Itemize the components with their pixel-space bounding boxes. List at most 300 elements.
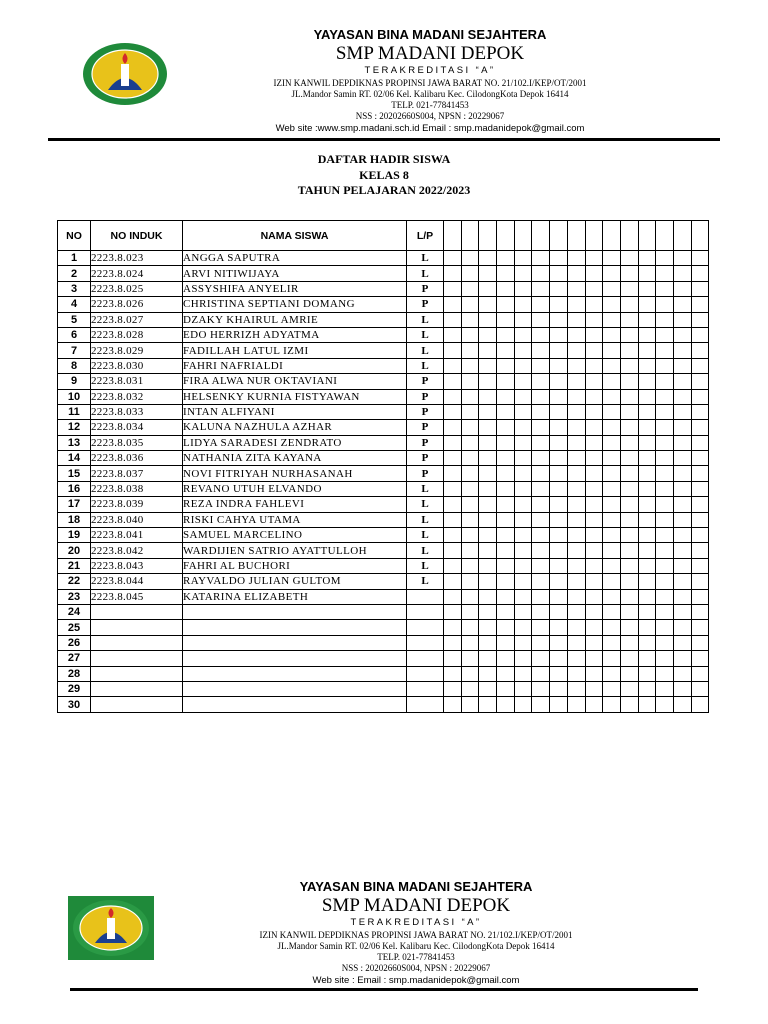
attendance-cell xyxy=(479,697,497,712)
attendance-cell xyxy=(461,404,479,419)
student-name: ASSYSHIFA ANYELIR xyxy=(183,281,407,296)
student-id: 2223.8.033 xyxy=(91,404,183,419)
attendance-cell xyxy=(567,651,585,666)
attendance-cell xyxy=(673,327,691,342)
attendance-cell xyxy=(638,404,656,419)
attendance-cell xyxy=(585,343,603,358)
attendance-cell xyxy=(656,497,674,512)
attendance-cell xyxy=(691,512,709,527)
attendance-cell xyxy=(620,620,638,635)
attendance-cell xyxy=(479,358,497,373)
attendance-cell xyxy=(620,297,638,312)
student-name xyxy=(183,681,407,696)
attendance-cell xyxy=(603,327,621,342)
attendance-cell xyxy=(444,451,462,466)
student-gender: P xyxy=(407,420,444,435)
attendance-cell xyxy=(567,481,585,496)
attendance-cell xyxy=(673,389,691,404)
attendance-cell xyxy=(550,466,568,481)
table-row xyxy=(58,297,709,312)
attendance-cell xyxy=(444,435,462,450)
attendance-cell xyxy=(567,574,585,589)
table-row xyxy=(58,574,709,589)
attendance-cell xyxy=(585,497,603,512)
attendance-cell xyxy=(673,589,691,604)
attendance-cell xyxy=(532,466,550,481)
attendance-cell xyxy=(532,358,550,373)
attendance-cell xyxy=(444,620,462,635)
attendance-cell xyxy=(514,389,532,404)
attendance-cell xyxy=(691,312,709,327)
attendance-cell xyxy=(620,358,638,373)
student-name: NOVI FITRIYAH NURHASANAH xyxy=(183,466,407,481)
attendance-cell xyxy=(603,620,621,635)
student-id xyxy=(91,620,183,635)
attendance-cell xyxy=(532,404,550,419)
attendance-cell xyxy=(691,297,709,312)
attendance-cell xyxy=(444,574,462,589)
student-id xyxy=(91,681,183,696)
table-row xyxy=(58,404,709,419)
attendance-cell xyxy=(444,343,462,358)
student-name: ANGGA SAPUTRA xyxy=(183,251,407,266)
student-gender: L xyxy=(407,251,444,266)
attendance-cell xyxy=(673,420,691,435)
table-row xyxy=(58,312,709,327)
student-name xyxy=(183,651,407,666)
student-name xyxy=(183,635,407,650)
row-number: 13 xyxy=(58,435,91,450)
header-nama: NAMA SISWA xyxy=(183,221,407,251)
attendance-cell xyxy=(638,574,656,589)
attendance-cell xyxy=(603,389,621,404)
header-lp: L/P xyxy=(407,221,444,251)
attendance-cell xyxy=(444,466,462,481)
attendance-cell xyxy=(656,281,674,296)
attendance-cell xyxy=(567,435,585,450)
student-id: 2223.8.037 xyxy=(91,466,183,481)
attendance-cell xyxy=(585,358,603,373)
attendance-cell xyxy=(497,681,515,696)
attendance-cell xyxy=(638,435,656,450)
attendance-cell xyxy=(620,327,638,342)
attendance-cell xyxy=(461,297,479,312)
attendance-cell xyxy=(497,635,515,650)
attendance-cell xyxy=(691,389,709,404)
attendance-cell xyxy=(479,481,497,496)
phone-line: TELP. 021-77841453 xyxy=(391,100,469,110)
table-row xyxy=(58,251,709,266)
student-id: 2223.8.035 xyxy=(91,435,183,450)
attendance-cell xyxy=(461,589,479,604)
attendance-cell xyxy=(620,681,638,696)
student-name xyxy=(183,697,407,712)
attendance-cell xyxy=(638,358,656,373)
attendance-cell xyxy=(620,697,638,712)
table-row xyxy=(58,528,709,543)
student-id: 2223.8.034 xyxy=(91,420,183,435)
attendance-cell xyxy=(461,343,479,358)
student-gender: P xyxy=(407,389,444,404)
attendance-cell xyxy=(461,389,479,404)
attendance-cell xyxy=(550,343,568,358)
attendance-cell xyxy=(567,251,585,266)
student-gender: P xyxy=(407,466,444,481)
table-row xyxy=(58,512,709,527)
attendance-cell xyxy=(550,558,568,573)
attendance-cell xyxy=(567,266,585,281)
permit-line: IZIN KANWIL DEPDIKNAS PROPINSI JAWA BARAT NO. 21/102.I/KEP/OT/2001 xyxy=(273,78,587,88)
student-name: SAMUEL MARCELINO xyxy=(183,528,407,543)
attendance-cell xyxy=(620,404,638,419)
student-id: 2223.8.023 xyxy=(91,251,183,266)
attendance-cell xyxy=(497,251,515,266)
attendance-cell xyxy=(638,697,656,712)
student-gender xyxy=(407,681,444,696)
table-row xyxy=(58,358,709,373)
student-name: INTAN ALFIYANI xyxy=(183,404,407,419)
student-gender: L xyxy=(407,266,444,281)
attendance-cell xyxy=(620,389,638,404)
student-name: FAHRI AL BUCHORI xyxy=(183,558,407,573)
header-attendance-day xyxy=(638,221,656,251)
attendance-cell xyxy=(603,312,621,327)
row-number: 26 xyxy=(58,635,91,650)
attendance-cell xyxy=(656,681,674,696)
attendance-cell xyxy=(532,528,550,543)
student-name: REZA INDRA FAHLEVI xyxy=(183,497,407,512)
student-name: FADILLAH LATUL IZMI xyxy=(183,343,407,358)
school-logo xyxy=(82,42,168,106)
header-attendance-day xyxy=(444,221,462,251)
attendance-cell xyxy=(638,635,656,650)
attendance-cell xyxy=(514,651,532,666)
attendance-cell xyxy=(514,312,532,327)
attendance-cell xyxy=(585,466,603,481)
attendance-cell xyxy=(461,620,479,635)
attendance-cell xyxy=(656,451,674,466)
attendance-cell xyxy=(444,697,462,712)
row-number: 30 xyxy=(58,697,91,712)
student-name: HELSENKY KURNIA FISTYAWAN xyxy=(183,389,407,404)
attendance-cell xyxy=(550,635,568,650)
attendance-cell xyxy=(691,451,709,466)
attendance-cell xyxy=(585,604,603,619)
attendance-cell xyxy=(479,528,497,543)
school-name-bottom: SMP MADANI DEPOK xyxy=(321,895,511,916)
attendance-cell xyxy=(444,512,462,527)
student-id xyxy=(91,697,183,712)
attendance-cell xyxy=(444,666,462,681)
student-gender: L xyxy=(407,481,444,496)
student-name: FAHRI NAFRIALDI xyxy=(183,358,407,373)
attendance-cell xyxy=(673,635,691,650)
attendance-cell xyxy=(479,281,497,296)
attendance-cell xyxy=(444,297,462,312)
row-number: 3 xyxy=(58,281,91,296)
attendance-cell xyxy=(620,528,638,543)
attendance-cell xyxy=(532,635,550,650)
table-row xyxy=(58,604,709,619)
attendance-cell xyxy=(691,528,709,543)
table-row xyxy=(58,589,709,604)
attendance-cell xyxy=(656,620,674,635)
attendance-cell xyxy=(603,297,621,312)
student-id: 2223.8.038 xyxy=(91,481,183,496)
attendance-cell xyxy=(514,420,532,435)
attendance-cell xyxy=(603,666,621,681)
student-gender: L xyxy=(407,497,444,512)
attendance-cell xyxy=(638,466,656,481)
attendance-cell xyxy=(479,512,497,527)
attendance-cell xyxy=(550,404,568,419)
attendance-cell xyxy=(691,281,709,296)
attendance-cell xyxy=(603,466,621,481)
student-gender: L xyxy=(407,358,444,373)
attendance-cell xyxy=(638,420,656,435)
attendance-cell xyxy=(673,697,691,712)
attendance-cell xyxy=(620,666,638,681)
attendance-cell xyxy=(550,374,568,389)
attendance-cell xyxy=(691,327,709,342)
header-attendance-day xyxy=(567,221,585,251)
attendance-cell xyxy=(603,574,621,589)
attendance-cell xyxy=(567,420,585,435)
attendance-cell xyxy=(479,604,497,619)
attendance-cell xyxy=(444,266,462,281)
attendance-cell xyxy=(479,312,497,327)
attendance-cell xyxy=(585,589,603,604)
attendance-cell xyxy=(656,574,674,589)
attendance-cell xyxy=(514,358,532,373)
table-row xyxy=(58,635,709,650)
attendance-cell xyxy=(656,466,674,481)
student-id: 2223.8.024 xyxy=(91,266,183,281)
attendance-table xyxy=(57,220,709,713)
attendance-cell xyxy=(550,512,568,527)
attendance-cell xyxy=(691,374,709,389)
attendance-cell xyxy=(532,451,550,466)
attendance-cell xyxy=(585,543,603,558)
attendance-cell xyxy=(638,343,656,358)
attendance-cell xyxy=(461,574,479,589)
attendance-cell xyxy=(497,404,515,419)
attendance-cell xyxy=(567,558,585,573)
attendance-cell xyxy=(585,651,603,666)
attendance-cell xyxy=(514,681,532,696)
student-name: ARVI NITIWIJAYA xyxy=(183,266,407,281)
attendance-cell xyxy=(461,543,479,558)
student-id: 2223.8.040 xyxy=(91,512,183,527)
attendance-cell xyxy=(603,435,621,450)
student-gender: L xyxy=(407,528,444,543)
student-id: 2223.8.028 xyxy=(91,327,183,342)
attendance-cell xyxy=(656,374,674,389)
attendance-cell xyxy=(497,666,515,681)
attendance-cell xyxy=(691,466,709,481)
table-row xyxy=(58,266,709,281)
row-number: 15 xyxy=(58,466,91,481)
attendance-cell xyxy=(444,543,462,558)
attendance-cell xyxy=(673,251,691,266)
attendance-cell xyxy=(444,651,462,666)
attendance-cell xyxy=(585,697,603,712)
attendance-cell xyxy=(497,697,515,712)
attendance-cell xyxy=(656,389,674,404)
row-number: 22 xyxy=(58,574,91,589)
attendance-cell xyxy=(603,528,621,543)
attendance-cell xyxy=(673,604,691,619)
attendance-cell xyxy=(444,312,462,327)
student-gender: P xyxy=(407,297,444,312)
attendance-cell xyxy=(585,681,603,696)
attendance-cell xyxy=(673,343,691,358)
attendance-cell xyxy=(479,251,497,266)
attendance-cell xyxy=(656,266,674,281)
attendance-cell xyxy=(603,543,621,558)
attendance-cell xyxy=(656,651,674,666)
student-id: 2223.8.027 xyxy=(91,312,183,327)
attendance-cell xyxy=(479,681,497,696)
student-id: 2223.8.042 xyxy=(91,543,183,558)
attendance-cell xyxy=(514,558,532,573)
attendance-cell xyxy=(497,343,515,358)
student-name: REVANO UTUH ELVANDO xyxy=(183,481,407,496)
attendance-cell xyxy=(567,681,585,696)
attendance-cell xyxy=(673,512,691,527)
student-gender xyxy=(407,604,444,619)
attendance-cell xyxy=(532,389,550,404)
attendance-cell xyxy=(656,589,674,604)
attendance-cell xyxy=(567,604,585,619)
attendance-cell xyxy=(638,681,656,696)
attendance-cell xyxy=(461,651,479,666)
attendance-cell xyxy=(550,281,568,296)
attendance-cell xyxy=(532,697,550,712)
attendance-cell xyxy=(479,327,497,342)
attendance-cell xyxy=(532,297,550,312)
student-gender: P xyxy=(407,404,444,419)
row-number: 17 xyxy=(58,497,91,512)
attendance-cell xyxy=(603,497,621,512)
attendance-cell xyxy=(461,374,479,389)
attendance-cell xyxy=(673,404,691,419)
attendance-cell xyxy=(514,343,532,358)
attendance-cell xyxy=(673,574,691,589)
attendance-cell xyxy=(532,651,550,666)
attendance-cell xyxy=(514,620,532,635)
attendance-cell xyxy=(656,512,674,527)
student-gender: L xyxy=(407,543,444,558)
row-number: 25 xyxy=(58,620,91,635)
attendance-cell xyxy=(603,481,621,496)
attendance-cell xyxy=(691,435,709,450)
attendance-cell xyxy=(567,512,585,527)
attendance-cell xyxy=(638,251,656,266)
header-attendance-day xyxy=(479,221,497,251)
attendance-cell xyxy=(585,297,603,312)
student-gender: L xyxy=(407,512,444,527)
student-id: 2223.8.025 xyxy=(91,281,183,296)
attendance-cell xyxy=(444,251,462,266)
student-name: RAYVALDO JULIAN GULTOM xyxy=(183,574,407,589)
attendance-cell xyxy=(691,589,709,604)
attendance-cell xyxy=(479,651,497,666)
attendance-cell xyxy=(585,327,603,342)
header-attendance-day xyxy=(585,221,603,251)
attendance-cell xyxy=(673,374,691,389)
attendance-cell xyxy=(673,451,691,466)
student-id xyxy=(91,635,183,650)
student-id: 2223.8.029 xyxy=(91,343,183,358)
title-line-1: DAFTAR HADIR SISWA xyxy=(317,152,451,166)
attendance-cell xyxy=(673,620,691,635)
attendance-cell xyxy=(532,620,550,635)
attendance-cell xyxy=(461,604,479,619)
attendance-cell xyxy=(620,497,638,512)
attendance-cell xyxy=(603,420,621,435)
attendance-cell xyxy=(691,497,709,512)
student-id: 2223.8.043 xyxy=(91,558,183,573)
header-attendance-day xyxy=(497,221,515,251)
row-number: 4 xyxy=(58,297,91,312)
attendance-cell xyxy=(585,420,603,435)
attendance-cell xyxy=(514,697,532,712)
attendance-cell xyxy=(567,466,585,481)
attendance-cell xyxy=(691,420,709,435)
attendance-cell xyxy=(673,358,691,373)
student-id: 2223.8.039 xyxy=(91,497,183,512)
student-name: FIRA ALWA NUR OKTAVIANI xyxy=(183,374,407,389)
row-number: 27 xyxy=(58,651,91,666)
attendance-cell xyxy=(497,651,515,666)
attendance-cell xyxy=(514,435,532,450)
student-id: 2223.8.030 xyxy=(91,358,183,373)
attendance-cell xyxy=(638,281,656,296)
attendance-cell xyxy=(620,312,638,327)
student-gender xyxy=(407,651,444,666)
attendance-cell xyxy=(550,266,568,281)
attendance-cell xyxy=(532,681,550,696)
attendance-cell xyxy=(638,666,656,681)
attendance-cell xyxy=(585,435,603,450)
attendance-cell xyxy=(691,266,709,281)
row-number: 14 xyxy=(58,451,91,466)
attendance-cell xyxy=(461,528,479,543)
attendance-cell xyxy=(673,528,691,543)
table-row xyxy=(58,681,709,696)
attendance-cell xyxy=(603,281,621,296)
attendance-cell xyxy=(444,327,462,342)
table-header-row xyxy=(58,221,709,251)
attendance-cell xyxy=(497,497,515,512)
attendance-cell xyxy=(638,589,656,604)
attendance-cell xyxy=(461,251,479,266)
phone-line-bottom: TELP. 021-77841453 xyxy=(377,952,455,962)
attendance-cell xyxy=(479,466,497,481)
table-row xyxy=(58,558,709,573)
attendance-cell xyxy=(461,281,479,296)
attendance-cell xyxy=(550,543,568,558)
student-name: NATHANIA ZITA KAYANA xyxy=(183,451,407,466)
attendance-cell xyxy=(550,420,568,435)
attendance-cell xyxy=(550,589,568,604)
attendance-cell xyxy=(444,589,462,604)
attendance-cell xyxy=(567,666,585,681)
student-id: 2223.8.026 xyxy=(91,297,183,312)
document-title xyxy=(0,152,768,199)
attendance-cell xyxy=(638,512,656,527)
